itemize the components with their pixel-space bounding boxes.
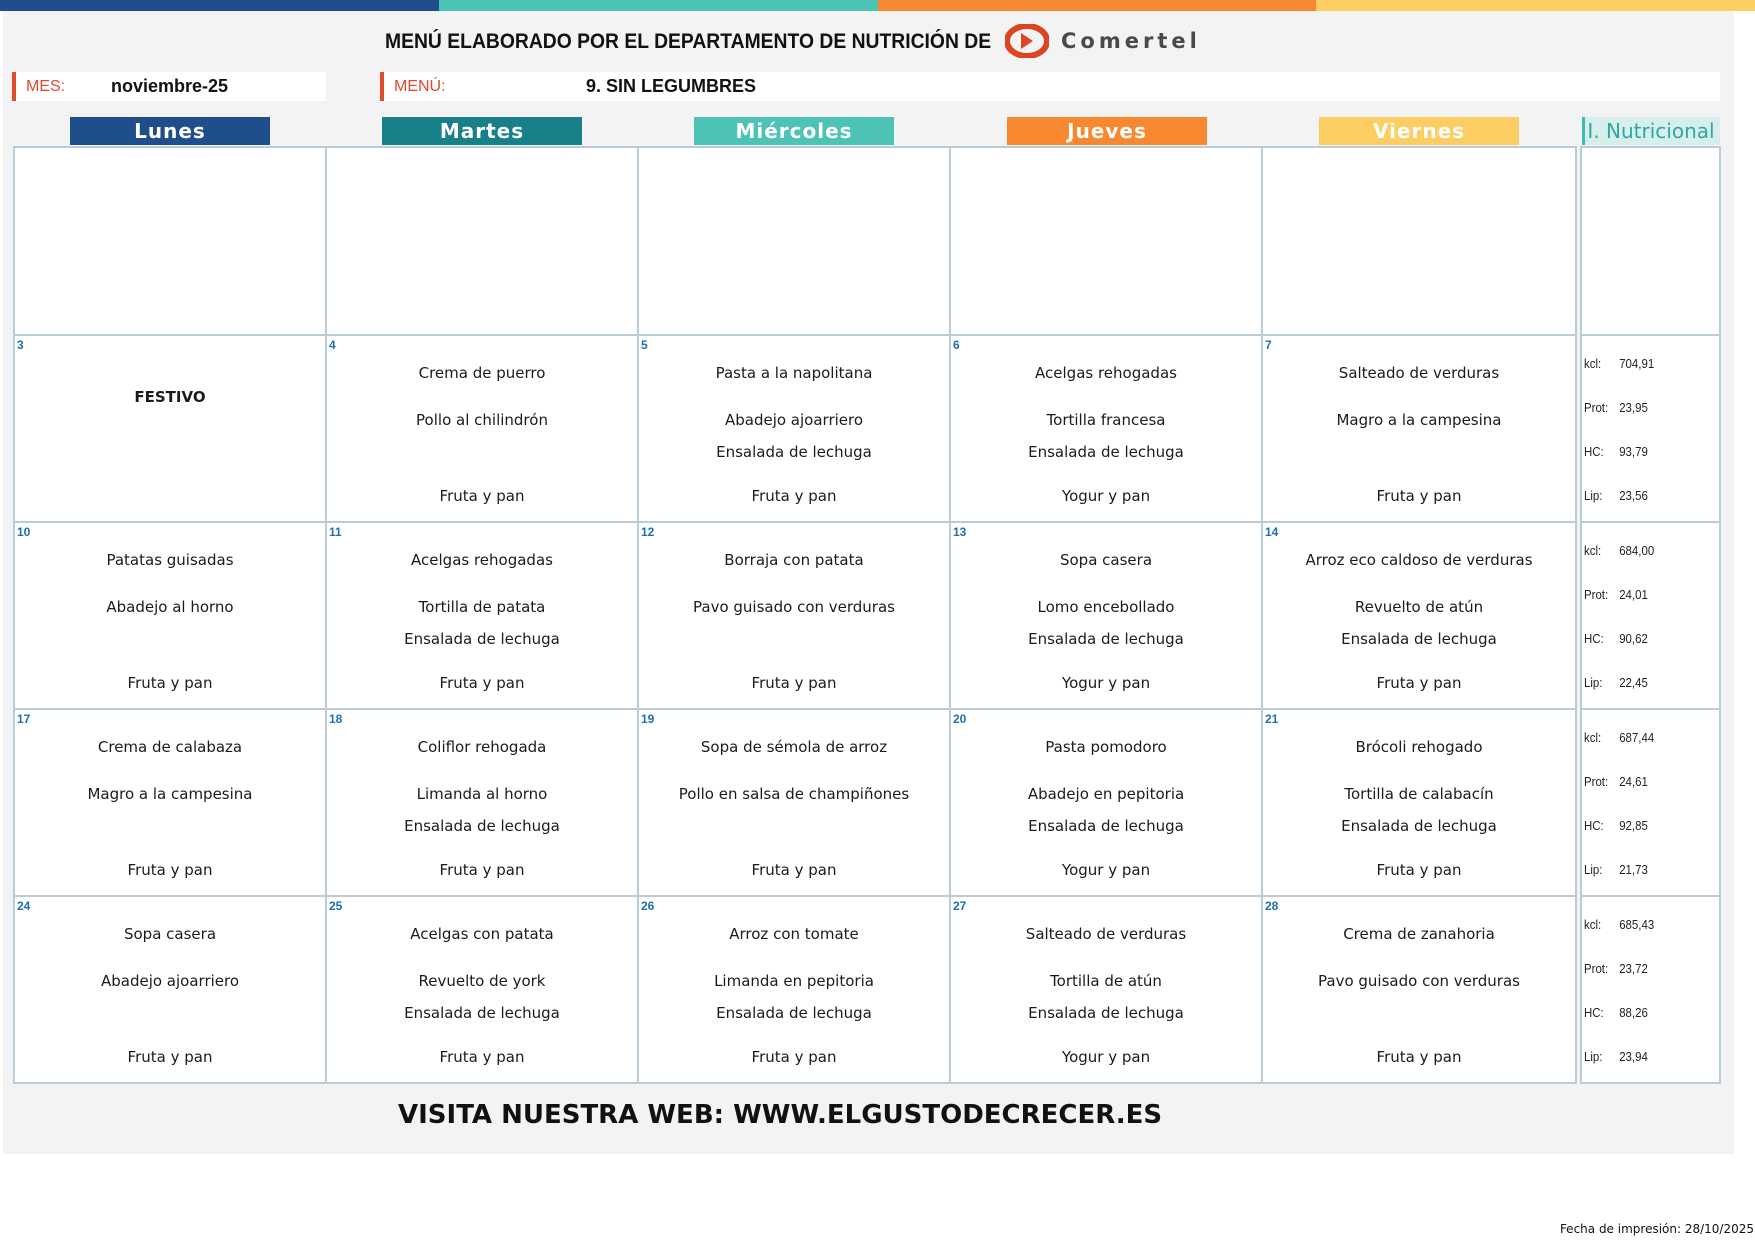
first-course: Borraja con patata [724, 551, 864, 569]
day-number: 27 [953, 899, 967, 913]
menu-cell-jueves [949, 334, 1263, 523]
logo-text: Comertel [1061, 29, 1201, 53]
top-color-bar [0, 0, 1755, 11]
nutrition-value-hc: 92,85 [1619, 818, 1648, 833]
first-course: Crema de calabaza [97, 738, 243, 756]
menu-cell-jueves [949, 895, 1263, 1084]
second-course: Tortilla francesa [1046, 411, 1166, 429]
comertel-logo [1005, 24, 1201, 58]
day-number: 26 [641, 899, 655, 913]
second-course: Pavo guisado con verduras [1318, 972, 1520, 990]
nutrition-value-kcl: 684,00 [1619, 543, 1655, 558]
day-number: 21 [1265, 712, 1279, 726]
nutrition-row-prot [1584, 961, 1648, 976]
second-course: Pavo guisado con verduras [693, 598, 895, 616]
first-course: Sopa casera [123, 925, 217, 943]
day-header-martes: Martes [382, 117, 582, 145]
nutrition-row-lip [1584, 862, 1648, 877]
second-course: Tortilla de atún [1050, 972, 1162, 990]
day-header-miercoles: Miércoles [694, 117, 894, 145]
second-course: Limanda en pepitoria [714, 972, 874, 990]
nutrition-value-prot: 23,72 [1619, 961, 1648, 976]
nutrition-value-hc: 90,62 [1619, 631, 1648, 646]
nutrition-label-hc: HC: [1584, 1005, 1604, 1020]
first-course: Brócoli rehogado [1355, 738, 1483, 756]
nutrition-row-hc [1584, 631, 1648, 646]
dessert: Fruta y pan [127, 861, 213, 879]
first-course: Acelgas rehogadas [411, 551, 553, 569]
nutrition-row-lip [1584, 1049, 1648, 1064]
mes-label: MES: [26, 77, 66, 95]
mes-field [12, 72, 326, 101]
menu-cell-lunes [13, 708, 327, 897]
nutrition-row-kcl [1584, 356, 1654, 371]
menu-cell-martes [325, 708, 639, 897]
first-course: Acelgas con patata [410, 925, 554, 943]
dessert: Fruta y pan [439, 487, 525, 505]
comertel-logo-icon [1005, 24, 1049, 58]
side-dish: Ensalada de lechuga [1028, 443, 1184, 461]
nutrition-value-prot: 24,01 [1619, 587, 1648, 602]
menu-cell-jueves [949, 521, 1263, 710]
dessert: Fruta y pan [751, 487, 837, 505]
nutrition-value-kcl: 704,91 [1619, 356, 1655, 371]
side-dish: Ensalada de lechuga [1028, 630, 1184, 648]
side-dish: Ensalada de lechuga [1341, 630, 1497, 648]
nutrition-value-lip: 22,45 [1619, 675, 1648, 690]
color-strip-blue [0, 0, 439, 11]
nutrition-value-lip: 23,56 [1619, 488, 1648, 503]
second-course: Revuelto de york [418, 972, 546, 990]
second-course: Abadejo al horno [106, 598, 234, 616]
nutrition-row-prot [1584, 774, 1648, 789]
empty-nutrition-cell [1580, 146, 1721, 336]
nutrition-value-hc: 93,79 [1619, 444, 1648, 459]
dessert: Fruta y pan [1376, 861, 1462, 879]
day-header-lunes: Lunes [70, 117, 270, 145]
color-strip-orange [878, 0, 1317, 11]
second-course: Revuelto de atún [1354, 598, 1484, 616]
second-course: Tortilla de patata [418, 598, 546, 616]
second-course: Tortilla de calabacín [1344, 785, 1494, 803]
nutrition-row-lip [1584, 488, 1648, 503]
second-course: Pollo al chilindrón [416, 411, 548, 429]
nutrition-value-hc: 88,26 [1619, 1005, 1648, 1020]
empty-cell-lunes [13, 146, 327, 336]
first-course: Arroz con tomate [729, 925, 859, 943]
day-number: 12 [641, 525, 655, 539]
nutrition-label-prot: Prot: [1584, 400, 1609, 415]
first-course: Sopa casera [1059, 551, 1153, 569]
menu-label: MENÚ: [394, 77, 446, 95]
nutrition-label-lip: Lip: [1584, 862, 1603, 877]
color-strip-yellow [1316, 0, 1755, 11]
menu-cell-lunes [13, 521, 327, 710]
mes-value: noviembre-25 [111, 76, 229, 96]
side-dish: Ensalada de lechuga [404, 630, 560, 648]
day-number: 25 [329, 899, 343, 913]
second-course: Lomo encebollado [1037, 598, 1175, 616]
nutrition-label-lip: Lip: [1584, 1049, 1603, 1064]
dessert: Fruta y pan [751, 674, 837, 692]
menu-cell-viernes [1261, 334, 1577, 523]
nutrition-label-kcl: kcl: [1584, 543, 1602, 558]
day-number: 24 [17, 899, 31, 913]
day-header-jueves: Jueves [1007, 117, 1207, 145]
day-number: 20 [953, 712, 967, 726]
nutrition-value-prot: 24,61 [1619, 774, 1648, 789]
side-dish: Ensalada de lechuga [716, 443, 872, 461]
dessert: Fruta y pan [1376, 674, 1462, 692]
nutrition-row-kcl [1584, 543, 1654, 558]
empty-cell-jueves [949, 146, 1263, 336]
nutrition-value-lip: 21,73 [1619, 862, 1648, 877]
nutrition-row-kcl [1584, 730, 1654, 745]
second-course: Abadejo ajoarriero [724, 411, 864, 429]
nutrition-row-lip [1584, 675, 1648, 690]
nutrition-label-lip: Lip: [1584, 488, 1603, 503]
first-course: Salteado de verduras [1338, 364, 1500, 382]
day-header-viernes: Viernes [1319, 117, 1519, 145]
menu-cell-martes [325, 521, 639, 710]
nutrition-row-kcl [1584, 917, 1654, 932]
dessert: Yogur y pan [1061, 861, 1151, 879]
day-number: 3 [17, 338, 24, 352]
day-number: 7 [1265, 338, 1272, 352]
nutrition-value-kcl: 687,44 [1619, 730, 1655, 745]
day-number: 13 [953, 525, 967, 539]
day-number: 11 [329, 525, 342, 539]
side-dish: Ensalada de lechuga [716, 1004, 872, 1022]
nutrition-label-hc: HC: [1584, 444, 1604, 459]
first-course: Arroz eco caldoso de verduras [1305, 551, 1533, 569]
nutrition-label-prot: Prot: [1584, 774, 1609, 789]
nutrition-label-kcl: kcl: [1584, 730, 1602, 745]
footer-web-text: VISITA NUESTRA WEB: WWW.ELGUSTODECRECER.ES [398, 1100, 1163, 1130]
first-course: Pasta pomodoro [1045, 738, 1167, 756]
menu-cell-viernes [1261, 895, 1577, 1084]
day-number: 4 [329, 338, 336, 352]
nutrition-label-prot: Prot: [1584, 587, 1609, 602]
menu-accent-bar [380, 72, 384, 101]
nutrition-label-kcl: kcl: [1584, 356, 1602, 371]
day-number: 10 [17, 525, 31, 539]
first-course: Salteado de verduras [1025, 925, 1187, 943]
menu-cell-lunes [13, 895, 327, 1084]
empty-cell-martes [325, 146, 639, 336]
second-course: Abadejo en pepitoria [1027, 785, 1185, 803]
menu-cell-jueves [949, 708, 1263, 897]
first-course: Sopa de sémola de arroz [700, 738, 888, 756]
side-dish: Ensalada de lechuga [404, 1004, 560, 1022]
festivo-label: FESTIVO [134, 388, 206, 406]
second-course: Pollo en salsa de champiñones [678, 785, 910, 803]
dessert: Fruta y pan [1376, 1048, 1462, 1066]
dessert: Fruta y pan [127, 1048, 213, 1066]
color-strip-teal [439, 0, 878, 11]
nutrition-value-lip: 23,94 [1619, 1049, 1648, 1064]
menu-cell-lunes [13, 334, 327, 523]
first-course: Patatas guisadas [106, 551, 234, 569]
dessert: Fruta y pan [127, 674, 213, 692]
menu-value: 9. SIN LEGUMBRES [586, 76, 757, 96]
first-course: Crema de puerro [418, 364, 546, 382]
second-course: Limanda al horno [416, 785, 548, 803]
first-course: Coliflor rehogada [417, 738, 547, 756]
nutrition-label-kcl: kcl: [1584, 917, 1602, 932]
menu-cell-miercoles [637, 521, 951, 710]
nutrition-row-prot [1584, 587, 1648, 602]
nutrition-value-prot: 23,95 [1619, 400, 1648, 415]
empty-cell-viernes [1261, 146, 1577, 336]
day-number: 17 [17, 712, 31, 726]
menu-cell-miercoles [637, 334, 951, 523]
day-number: 28 [1265, 899, 1279, 913]
menu-cell-miercoles [637, 708, 951, 897]
nutrition-label-prot: Prot: [1584, 961, 1609, 976]
day-number: 5 [641, 338, 648, 352]
dessert: Fruta y pan [751, 1048, 837, 1066]
dessert: Fruta y pan [1376, 487, 1462, 505]
day-number: 14 [1265, 525, 1279, 539]
dessert: Fruta y pan [439, 861, 525, 879]
nutrition-header: I. Nutricional [1582, 117, 1720, 145]
dessert: Yogur y pan [1061, 487, 1151, 505]
second-course: Magro a la campesina [87, 785, 253, 803]
side-dish: Ensalada de lechuga [1341, 817, 1497, 835]
nutrition-cell [1580, 895, 1721, 1084]
nutrition-row-prot [1584, 400, 1648, 415]
day-number: 19 [641, 712, 655, 726]
mes-accent-bar [12, 72, 16, 101]
side-dish: Ensalada de lechuga [1028, 1004, 1184, 1022]
empty-cell-miercoles [637, 146, 951, 336]
dessert: Yogur y pan [1061, 674, 1151, 692]
nutrition-value-kcl: 685,43 [1619, 917, 1655, 932]
dessert: Fruta y pan [751, 861, 837, 879]
nutrition-label-hc: HC: [1584, 631, 1604, 646]
page-title: MENÚ ELABORADO POR EL DEPARTAMENTO DE NUTRICIÓN DE [385, 30, 992, 53]
side-dish: Ensalada de lechuga [1028, 817, 1184, 835]
menu-cell-martes [325, 334, 639, 523]
page-title-row [385, 27, 1044, 57]
day-number: 18 [329, 712, 343, 726]
dessert: Fruta y pan [439, 674, 525, 692]
nutrition-row-hc [1584, 444, 1648, 459]
nutrition-row-hc [1584, 818, 1648, 833]
day-number: 6 [953, 338, 960, 352]
nutrition-row-hc [1584, 1005, 1648, 1020]
nutrition-cell [1580, 334, 1721, 523]
first-course: Crema de zanahoria [1343, 925, 1495, 943]
menu-cell-miercoles [637, 895, 951, 1084]
menu-cell-martes [325, 895, 639, 1084]
nutrition-cell [1580, 708, 1721, 897]
first-course: Pasta a la napolitana [715, 364, 873, 382]
first-course: Acelgas rehogadas [1035, 364, 1177, 382]
menu-cell-viernes [1261, 521, 1577, 710]
nutrition-label-lip: Lip: [1584, 675, 1603, 690]
second-course: Magro a la campesina [1336, 411, 1502, 429]
menu-field [380, 72, 1720, 101]
nutrition-label-hc: HC: [1584, 818, 1604, 833]
menu-cell-viernes [1261, 708, 1577, 897]
dessert: Yogur y pan [1061, 1048, 1151, 1066]
nutrition-cell [1580, 521, 1721, 710]
print-date: Fecha de impresión: 28/10/2025 [1559, 1222, 1754, 1236]
second-course: Abadejo ajoarriero [100, 972, 240, 990]
dessert: Fruta y pan [439, 1048, 525, 1066]
side-dish: Ensalada de lechuga [404, 817, 560, 835]
